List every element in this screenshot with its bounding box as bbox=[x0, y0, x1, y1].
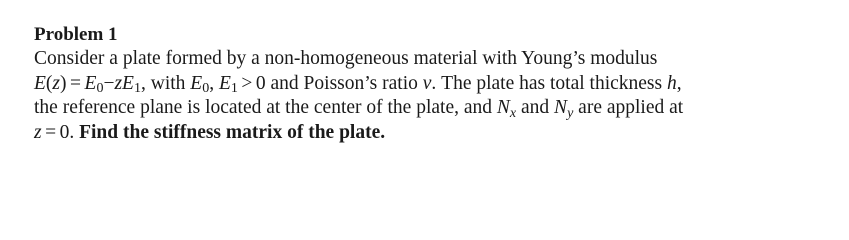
paren-open: ( bbox=[45, 72, 53, 94]
task-statement: Find the stiffness matrix of the plate. bbox=[79, 121, 386, 143]
nx-symbol: N bbox=[496, 97, 510, 118]
with-text: , with bbox=[140, 72, 191, 94]
e1-subscript: 1 bbox=[133, 80, 141, 97]
trailing-comma: , bbox=[676, 72, 682, 94]
e0-subscript: 0 bbox=[96, 80, 104, 97]
z-variable-3: z bbox=[34, 121, 42, 143]
e0-symbol-2: E bbox=[190, 72, 203, 94]
thickness-text: . The plate has total thickness bbox=[431, 72, 667, 94]
problem-block bbox=[34, 22, 834, 145]
nx-subscript: x bbox=[509, 104, 517, 121]
minus-sign: − bbox=[103, 72, 115, 94]
e1-symbol: E bbox=[122, 72, 134, 94]
zero-value: 0 bbox=[255, 72, 266, 94]
applied-at-text: are applied at bbox=[573, 97, 684, 118]
equals-sign: = bbox=[70, 72, 82, 94]
e0-subscript-2: 0 bbox=[202, 80, 210, 97]
greater-than-sign: > bbox=[241, 72, 253, 94]
ny-subscript: y bbox=[567, 104, 574, 121]
problem-line-2 bbox=[34, 72, 834, 97]
ny-symbol: N bbox=[554, 97, 568, 118]
problem-line-3 bbox=[34, 96, 834, 121]
reference-plane-text: the reference plane is located at the center of the plate, and bbox=[34, 97, 497, 118]
z-variable: z bbox=[52, 72, 61, 94]
paren-close: ) bbox=[60, 72, 67, 94]
e1-subscript-2: 1 bbox=[230, 80, 238, 97]
thickness-symbol: h bbox=[666, 72, 677, 94]
e0-symbol: E bbox=[84, 72, 97, 94]
zero-value-2: 0 bbox=[59, 121, 70, 143]
e1-symbol-2: E bbox=[218, 72, 231, 94]
problem-title: Problem 1 bbox=[34, 24, 118, 45]
problem-line-4 bbox=[34, 121, 834, 146]
poisson-text: and Poisson’s ratio bbox=[265, 72, 423, 94]
comma-sep: , bbox=[209, 72, 219, 94]
problem-line-1: Consider a plate formed by a non-homogeneous material with Young’s modulus bbox=[34, 48, 658, 69]
and-text: and bbox=[516, 97, 555, 118]
poisson-ratio-symbol: ν bbox=[422, 72, 432, 94]
z-variable-2: z bbox=[114, 72, 123, 94]
equals-sign-2: = bbox=[45, 121, 57, 143]
youngs-modulus-symbol: E bbox=[34, 72, 46, 94]
period: . bbox=[69, 121, 80, 143]
